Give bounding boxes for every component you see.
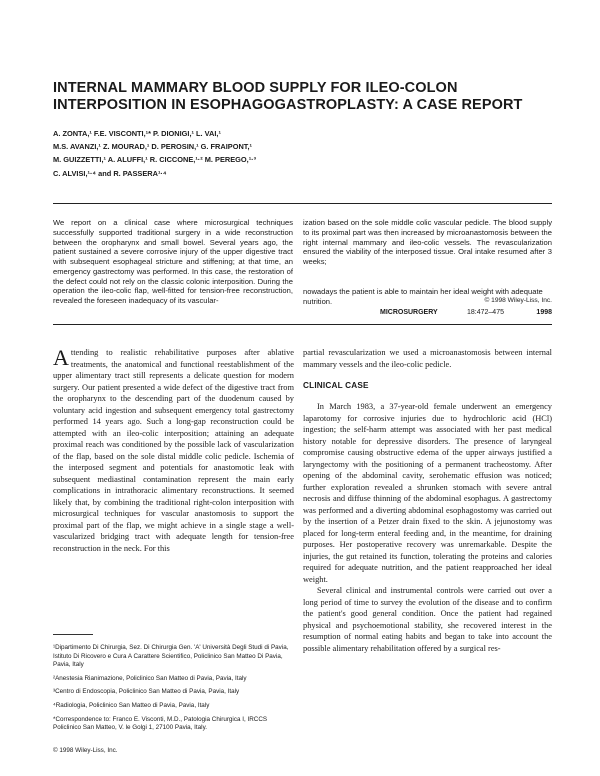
footnote: ⁴Radiologia, Policlinico San Matteo di Pavia, Pavia, Italy (53, 701, 210, 709)
author-list (53, 127, 473, 180)
clinical-case-paragraph: In March 1983, a 37-year-old female underwent an emergency laparotomy for corrosive injuries due to hydrochloric acid (HCl) ingestion; the self-harm attempt was associated with her past medical history notable for depressive disorders. The presence of laryngeal compromise causing obstructive edema of the upper airways justified a laryngectomy with the positioning of a permanent tracheostomy. After opening of the abdominal cavity, serohematic effusion was noticed; further exploration revealed a shrunken stomach with severe antral necrosis and diffuse thinning of the abdominal esophagus. A gastrectomy was performed and a diverting abdominal esophagostomy was carried out by the insertion of a Petzer drain fixed to the skin. A jejunostomy was placed for long-term enteral feeding and, in the meantime, for draining purposes. Her postoperative recovery was unremarkable. Despite the injuries, the gut retained its function, tolerating the proteins and calories required for adequate nutrition, and the patient reapproached her ideal weight. (303, 402, 552, 584)
author-line: M. GUIZZETTI,¹ A. ALUFFI,¹ R. CICCONE,¹·² M. PEREGO,¹·³ (53, 155, 257, 165)
journal-name: MICROSURGERY (380, 309, 438, 316)
clinical-case-paragraph: Several clinical and instrumental controls were carried out over a long period of time to survey the evolution of the disease and to confirm the patient's good general condition. Once the patient had regained physical and psychoemotional stability, she recovered interest in the resumption of normal eating habits and began to take into account the possible alimentary rehabilitation offered by a surgical res- (303, 586, 552, 653)
footnote: ¹Dipartimento Di Chirurgia, Sez. Di Chirurgia Gen. 'A' Università Degli Studi di Pavia, Istituto Di Ricovero e Cura A Carattere Scientifico, Policlinico San Matteo Di Pavia, Pavia, Italy (53, 644, 289, 669)
author-line: M.S. AVANZI,¹ Z. MOURAD,¹ D. PEROSIN,¹ G. FRAIPONT,¹ (53, 142, 252, 152)
body-right-column (303, 401, 552, 654)
abstract-left-column: We report on a clinical case where microsurgical techniques successfully supported traditional surgery in a wide reconstruction between the oropharynx and small bowel. Several years ago, the patient sustained a severe corrosive injury of the upper digestive tract with subsequent esophageal stricture and stiffening; at that time, an emergency gastrectomy was performed. In this case, the restoration of the defect could not rely on the classic colonic interposition. During the operation the ileo-colic flap, well-fitted for tension-free reconstruction, revealed the foreseen inadequacy of its vascular- (53, 218, 293, 305)
journal-volume: 18:472–475 (467, 309, 504, 316)
section-heading: CLINICAL CASE (303, 381, 369, 390)
abstract-bottom-rule (53, 324, 552, 325)
footnotes (53, 644, 296, 738)
intro-paragraph: ttending to realistic rehabilitative purposes after ablative treatments, the anatomical and functional reestablishment of the upper alimentary tract still represents a delicate question for modern surgery. Our patient presented a wide defect of the digestive tract from the oropharynx to the descending part of the duodenum caused by voluntary acid ingestion and subsequent emergency total gastrectomy performed 14 years ago. Such a long-gap reconstruction could be attempted with an ileo-colic interposition; attaining an adequate proximal reach was conditioned by the possible lack of vascularization of the flap, based on the sole distal middle colic pedicle. Ischemia of the interposed segment and potentials for anastomotic leak with subsequent mediastinal contamination represent the main early complications in intrathoracic alimentary reconstructions. It seemed likely that, by combining the traditional right-colon interposition with microsurgical techniques for vascular anastomosis to support the proximal part of the flap, we might achieve in a single stage a well-vascularized bridging tract with adequate length for tension-free reconstruction in the neck. For this (53, 348, 294, 553)
footnote-rule (53, 634, 93, 635)
abstract-right-column-end: nowadays the patient is able to maintain her ideal weight with adequate nutrition. (303, 287, 543, 306)
author-line: A. ZONTA,¹ F.E. VISCONTI,¹* P. DIONIGI,¹ L. VAI,¹ (53, 129, 221, 138)
article-title: INTERNAL MAMMARY BLOOD SUPPLY FOR ILEO-COLON INTERPOSITION IN ESOPHAGOGASTROPLASTY: A CASE REPORT (53, 80, 523, 113)
author-line: C. ALVISI,¹·⁴ and R. PASSERA¹·⁴ (53, 168, 167, 178)
body-right-continuation: partial revascularization we used a microanastomosis between internal mammary vessels and the ileo-colic pedicle. (303, 348, 552, 369)
drop-cap: A (53, 345, 69, 370)
footer-copyright: © 1998 Wiley-Liss, Inc. (53, 747, 118, 754)
abstract-top-rule (53, 203, 552, 204)
footnote: ²Anestesia Rianimazione, Policlinico San Matteo di Pavia, Pavia, Italy (53, 674, 247, 682)
abstract-right-column: ization based on the sole middle colic vascular pedicle. The blood supply to its proximal part was then increased by microanastomosis between the right internal mammary and ileo-colic vessels. The revascularization ensured the viability of the interposed tissue. Oral intake resumed after 3 weeks; (303, 218, 552, 266)
abstract-copyright: © 1998 Wiley-Liss, Inc. (484, 297, 552, 304)
body-left-column (53, 347, 294, 554)
footnote: *Correspondence to: Franco E. Visconti, M.D., Patologia Chirurgica I, IRCCS Policlinico San Matteo, V. le Golgi 1, 27100 Pavia, Italy. (53, 715, 268, 732)
journal-year: 1998 (536, 309, 552, 316)
footnote: ³Centro di Endoscopia, Policlinico San Matteo di Pavia, Pavia, Italy (53, 688, 240, 696)
